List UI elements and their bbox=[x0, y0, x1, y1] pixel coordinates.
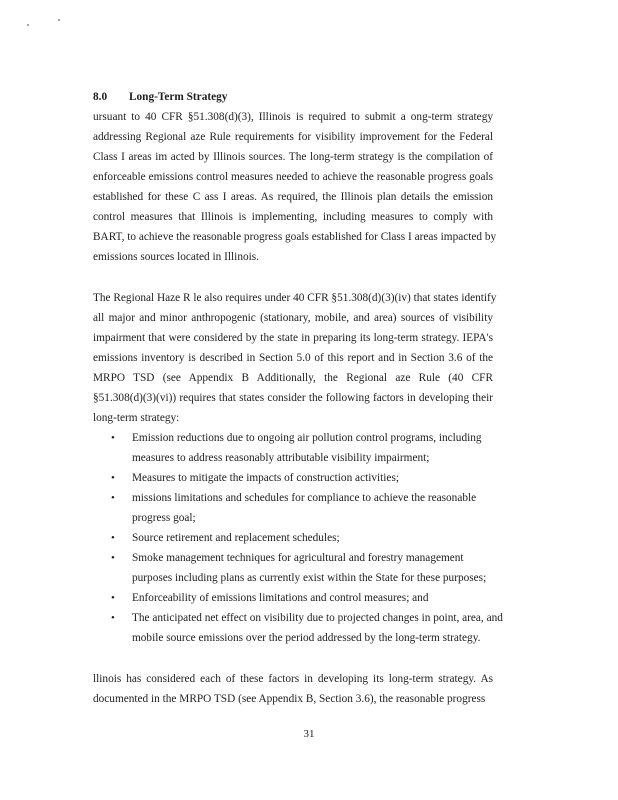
text-line: addressing Regional aze Rule requirements for visibility improvement for the Federal bbox=[93, 131, 493, 143]
scan-speck bbox=[58, 19, 60, 21]
text-line: Measures to mitigate the impacts of construction activities; bbox=[132, 472, 399, 484]
text-line: all major and minor anthropogenic (stationary, mobile, and area) sources of visibility bbox=[93, 312, 493, 324]
text-line: MRPO TSD (see Appendix B Additionally, the Regional aze Rule (40 CFR bbox=[93, 372, 493, 384]
paragraph-factors bbox=[93, 288, 497, 428]
list-item bbox=[111, 428, 493, 468]
bullet-icon: • bbox=[111, 432, 115, 444]
text-line: long-term strategy: bbox=[93, 412, 180, 424]
text-line: BART, to achieve the reasonable progress goals established for Class I areas impacted by bbox=[93, 231, 497, 243]
text-line: llinois has considered each of these factors in developing its long-term strategy. As bbox=[93, 673, 493, 685]
section-number: 8.0 bbox=[93, 91, 108, 103]
text-line: missions limitations and schedules for compliance to achieve the reasonable bbox=[132, 492, 477, 504]
text-line: control measures that Illinois is implementing, including measures to comply with bbox=[93, 211, 493, 223]
scan-speck bbox=[27, 24, 29, 26]
text-line: Enforceability of emissions limitations and control measures; and bbox=[132, 592, 429, 604]
paragraph-conclusion bbox=[93, 669, 493, 709]
bullet-icon: • bbox=[111, 492, 115, 504]
section-title: Long-Term Strategy bbox=[129, 91, 228, 103]
text-line: progress goal; bbox=[132, 512, 196, 524]
list-item bbox=[111, 588, 493, 608]
text-line: documented in the MRPO TSD (see Appendix B, Section 3.6), the reasonable progress bbox=[93, 693, 486, 705]
text-line: Class I areas im acted by Illinois sources. The long-term strategy is the compilation of bbox=[93, 151, 493, 163]
text-line: The Regional Haze R le also requires under 40 CFR §51.308(d)(3)(iv) that states identify bbox=[93, 292, 497, 304]
text-line: §51.308(d)(3)(vi)) requires that states consider the following factors in developing their bbox=[93, 392, 493, 404]
bullet-icon: • bbox=[111, 612, 115, 624]
list-item bbox=[111, 468, 493, 488]
text-line: mobile source emissions over the period addressed by the long-term strategy. bbox=[132, 632, 481, 644]
paragraph-intro bbox=[93, 107, 497, 267]
text-line: The anticipated net effect on visibility due to projected changes in point, area, and bbox=[132, 612, 503, 624]
text-line: impairment that were considered by the state in preparing its long-term strategy. IEPA's bbox=[93, 332, 493, 344]
list-item bbox=[111, 608, 503, 648]
list-item bbox=[111, 528, 493, 548]
text-line: Emission reductions due to ongoing air pollution control programs, including bbox=[132, 432, 482, 444]
section-heading bbox=[93, 87, 493, 107]
text-line: measures to address reasonably attributable visibility impairment; bbox=[132, 452, 430, 464]
bullet-icon: • bbox=[111, 532, 115, 544]
page-number: 31 bbox=[303, 728, 315, 740]
document-page bbox=[93, 87, 503, 709]
list-item bbox=[111, 548, 493, 588]
text-line: enforceable emissions control measures needed to achieve the reasonable progress goals bbox=[93, 171, 493, 183]
text-line: emissions inventory is described in Section 5.0 of this report and in Section 3.6 of the bbox=[93, 352, 493, 364]
text-line: established for these C ass I areas. As required, the Illinois plan details the emission bbox=[93, 191, 493, 203]
bullet-icon: • bbox=[111, 552, 115, 564]
text-line: ursuant to 40 CFR §51.308(d)(3), Illinois is required to submit a ong-term strategy bbox=[93, 111, 493, 123]
text-line: emissions sources located in Illinois. bbox=[93, 251, 259, 263]
list-item bbox=[111, 488, 493, 528]
bullet-icon: • bbox=[111, 472, 115, 484]
factor-list bbox=[93, 428, 503, 648]
bullet-icon: • bbox=[111, 592, 115, 604]
text-line: purposes including plans as currently exist within the State for these purposes; bbox=[132, 572, 487, 584]
text-line: Smoke management techniques for agricultural and forestry management bbox=[132, 552, 464, 564]
text-line: Source retirement and replacement schedules; bbox=[132, 532, 340, 544]
